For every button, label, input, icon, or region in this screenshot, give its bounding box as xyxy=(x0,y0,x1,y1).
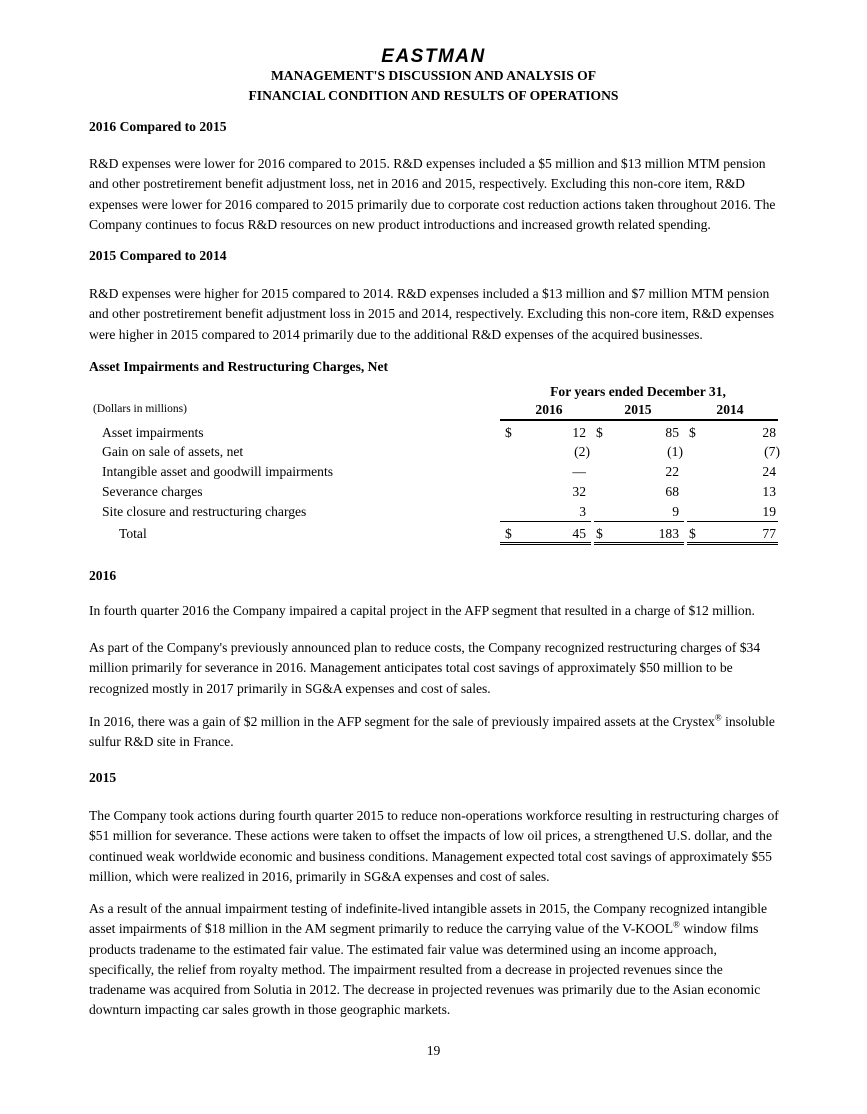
table-cell: (1) xyxy=(667,444,683,459)
paragraph-2015-workforce: The Company took actions during fourth quarter 2015 to reduce non-operations workforce resulting in restructuring charges of $51 million for severance. These actions were taken to offset the impacts of low oil prices, a strengthened U.S. dollar, and the continued weak worldwide economic and business conditions. Management expected total cost savings of approximately $55 million, which were realized in 2016, primarily in SG&A expenses and cost of sales. xyxy=(89,808,779,884)
total-double-rule xyxy=(500,542,591,545)
table-total-cell: 183 xyxy=(658,526,679,541)
text-run: window films products tradename to the estimated fair value. The estimated fair value was determined using an income approach, specifically, the relief from royalty method. The impairment resulted from a decrease in projected revenues since the tradename was acquired from Solutia in 2012. The decrease in projected revenues was primarily due to the Asian economic downturn impacting car sales growth in those geographic markets. xyxy=(89,921,761,1018)
table-cell: 85 xyxy=(665,425,679,440)
section-heading-2015-vs-2014: 2015 Compared to 2014 xyxy=(89,248,227,263)
table-cell: 22 xyxy=(665,464,679,479)
column-header-2014: 2014 xyxy=(682,402,778,421)
currency-symbol: $ xyxy=(689,526,696,541)
page-title-line-2: FINANCIAL CONDITION AND RESULTS OF OPERATIONS xyxy=(248,88,619,103)
text-run: insoluble sulfur R&D site in France. xyxy=(89,714,775,750)
table-row-label: Gain on sale of assets, net xyxy=(102,444,244,459)
company-logo: EASTMAN xyxy=(381,46,486,67)
total-double-rule xyxy=(594,542,684,545)
table-total-cell: 45 xyxy=(572,526,586,541)
section-heading-asset-impairments: Asset Impairments and Restructuring Charges, Net xyxy=(89,359,389,374)
subtotal-rule xyxy=(687,521,778,522)
section-heading-2015: 2015 xyxy=(89,770,117,785)
table-super-header: For years ended December 31, xyxy=(550,384,726,399)
section-heading-2016: 2016 xyxy=(89,568,117,583)
table-cell: 9 xyxy=(672,504,679,519)
column-header-2016: 2016 xyxy=(500,402,598,421)
subtotal-rule xyxy=(594,521,684,522)
currency-symbol: $ xyxy=(505,526,512,541)
table-row-label: Site closure and restructuring charges xyxy=(102,504,307,519)
table-cell: 68 xyxy=(665,484,679,499)
table-cell: — xyxy=(572,464,586,479)
text-run: In 2016, there was a gain of $2 million in the AFP segment for the sale of previously impaired assets at the Crystex xyxy=(89,714,715,729)
currency-symbol: $ xyxy=(596,425,603,440)
table-row-label: Intangible asset and goodwill impairments xyxy=(102,464,334,479)
paragraph-rd-2015: R&D expenses were higher for 2015 compared to 2014. R&D expenses included a $13 million and $7 million MTM pension and other postretirement benefit adjustment loss in 2015 and 2014, respectively. Excluding this non-core item, R&D expenses were higher in 2015 compared to 2014 primarily due to the additional R&D expenses of the acquired businesses. xyxy=(89,286,775,342)
paragraph-2016-crystex-gain xyxy=(89,712,779,753)
section-heading-2016-vs-2015: 2016 Compared to 2015 xyxy=(89,119,227,134)
table-cell: (7) xyxy=(764,444,780,459)
subtotal-rule xyxy=(500,521,591,522)
table-cell: 24 xyxy=(762,464,776,479)
paragraph-2016-capital-project: In fourth quarter 2016 the Company impaired a capital project in the AFP segment that resulted in a charge of $12 million. xyxy=(89,603,755,618)
paragraph-2015-impairment-testing xyxy=(89,899,779,1021)
paragraph-rd-2016: R&D expenses were lower for 2016 compared to 2015. R&D expenses included a $5 million and $13 million MTM pension and other postretirement benefit adjustment loss, net in 2016 and 2015, respectively. Excluding this non-core item, R&D expenses were lower for 2016 compared to 2015 primarily due to corporate cost reduction actions taken throughout 2016. The Company continues to focus R&D resources on new product introductions and increased growth related spending. xyxy=(89,156,776,232)
table-total-cell: 77 xyxy=(762,526,776,541)
table-units-label: (Dollars in millions) xyxy=(93,403,187,415)
table-total-label: Total xyxy=(119,526,147,541)
table-cell: 19 xyxy=(762,504,776,519)
table-cell: (2) xyxy=(574,444,590,459)
registered-mark: ® xyxy=(673,919,680,930)
page-number: 19 xyxy=(426,1043,441,1058)
registered-mark: ® xyxy=(714,712,722,723)
table-cell: 12 xyxy=(572,425,586,440)
page-title-line-1: MANAGEMENT'S DISCUSSION AND ANALYSIS OF xyxy=(270,68,597,83)
total-double-rule xyxy=(687,542,778,545)
table-cell: 3 xyxy=(579,504,586,519)
currency-symbol: $ xyxy=(505,425,512,440)
table-cell: 32 xyxy=(572,484,586,499)
table-row-label: Asset impairments xyxy=(102,425,204,440)
currency-symbol: $ xyxy=(596,526,603,541)
table-cell: 28 xyxy=(762,425,776,440)
currency-symbol: $ xyxy=(689,425,696,440)
column-header-2015: 2015 xyxy=(589,402,687,421)
table-cell: 13 xyxy=(762,484,776,499)
paragraph-2016-restructuring: As part of the Company's previously announced plan to reduce costs, the Company recognized restructuring charges of $34 million primarily for severance in 2016. Management anticipates total cost savings of approximately $50 million to be recognized mostly in 2017 primarily in SG&A expenses and cost of sales. xyxy=(89,640,761,696)
table-row-label: Severance charges xyxy=(102,484,203,499)
text-run: As a result of the annual impairment testing of indefinite-lived intangible assets in 2015, the Company recognized intangible asset impairments of $18 million in the AM segment primarily to reduce the carrying value of the V-KOOL xyxy=(89,901,768,937)
